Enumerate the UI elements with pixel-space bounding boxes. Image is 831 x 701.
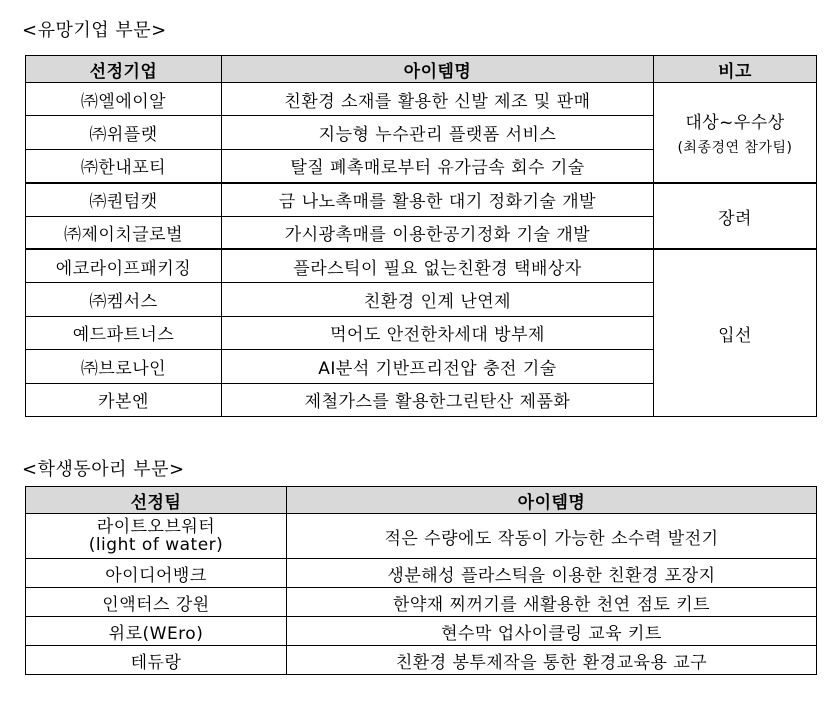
item-cell: 탈질 폐촉매로부터 유가금속 회수 기술 (222, 149, 654, 182)
company-cell: ㈜한내포티 (26, 149, 222, 182)
item-cell: 친환경 봉투제작을 통한 환경교육용 교구 (287, 646, 817, 675)
item-cell: 플라스틱이 필요 없는친환경 택배상자 (222, 249, 654, 282)
company-cell: ㈜브로나인 (26, 350, 222, 383)
item-cell: 친환경 소재를 활용한 신발 제조 및 판매 (222, 83, 654, 116)
item-cell: 제철가스를 활용한그린탄산 제품화 (222, 383, 654, 416)
item-cell: 지능형 누수관리 플랫폼 서비스 (222, 116, 654, 149)
company-cell: ㈜위플랫 (26, 116, 222, 149)
table-header-row (26, 487, 817, 514)
company-cell: ㈜켐서스 (26, 283, 222, 316)
team-cell: 아이디어뱅크 (26, 559, 287, 588)
company-cell: ㈜제이치글로벌 (26, 216, 222, 249)
item-cell: 가시광촉매를 이용한공기정화 기술 개발 (222, 216, 654, 249)
header-item: 아이템명 (287, 487, 817, 514)
team-cell: 테듀랑 (26, 646, 287, 675)
section-title-student-clubs: <학생동아리 부문> (22, 459, 185, 480)
remark-encourage: 장려 (654, 183, 817, 250)
table-row (26, 646, 817, 675)
company-cell: ㈜엘에이알 (26, 83, 222, 116)
remark-entry: 입선 (654, 249, 817, 416)
item-cell: 현수막 업사이클링 교육 키트 (287, 617, 817, 646)
table-row (26, 514, 817, 559)
remark-grand: 대상~우수상 (685, 112, 785, 133)
company-cell: 예드파트너스 (26, 316, 222, 349)
team-name-sub: (light of water) (88, 535, 224, 555)
team-cell: 인액터스 강원 (26, 588, 287, 617)
team-name: 라이트오브워터 (96, 517, 216, 537)
item-cell: AI분석 기반프리전압 충전 기술 (222, 350, 654, 383)
table-row (26, 559, 817, 588)
table-row (26, 83, 817, 116)
table-row (26, 617, 817, 646)
remark-grand-cell (654, 83, 817, 183)
table-header-row (26, 56, 817, 83)
team-cell (26, 514, 287, 559)
company-cell: 카본엔 (26, 383, 222, 416)
companies-table (25, 55, 817, 417)
team-cell: 위로(WEro) (26, 617, 287, 646)
student-clubs-table (25, 486, 817, 675)
item-cell: 친환경 인계 난연제 (222, 283, 654, 316)
item-cell: 생분해성 플라스틱을 이용한 친환경 포장지 (287, 559, 817, 588)
item-cell: 금 나노촉매를 활용한 대기 정화기술 개발 (222, 183, 654, 216)
table-row (26, 183, 817, 216)
header-company: 선정기업 (26, 56, 222, 83)
item-cell: 한약재 찌꺼기를 새활용한 천연 점토 키트 (287, 588, 817, 617)
header-item: 아이템명 (222, 56, 654, 83)
section-title-companies: <유망기업 부문> (22, 20, 167, 41)
remark-grand-note: (최종경연 참가팀) (677, 139, 793, 156)
header-team: 선정팀 (26, 487, 287, 514)
table-row (26, 249, 817, 282)
company-cell: 에코라이프패키징 (26, 249, 222, 282)
header-remark: 비고 (654, 56, 817, 83)
item-cell: 적은 수량에도 작동이 가능한 소수력 발전기 (287, 514, 817, 559)
table-row (26, 588, 817, 617)
item-cell: 먹어도 안전한차세대 방부제 (222, 316, 654, 349)
company-cell: ㈜퀀텀캣 (26, 183, 222, 216)
